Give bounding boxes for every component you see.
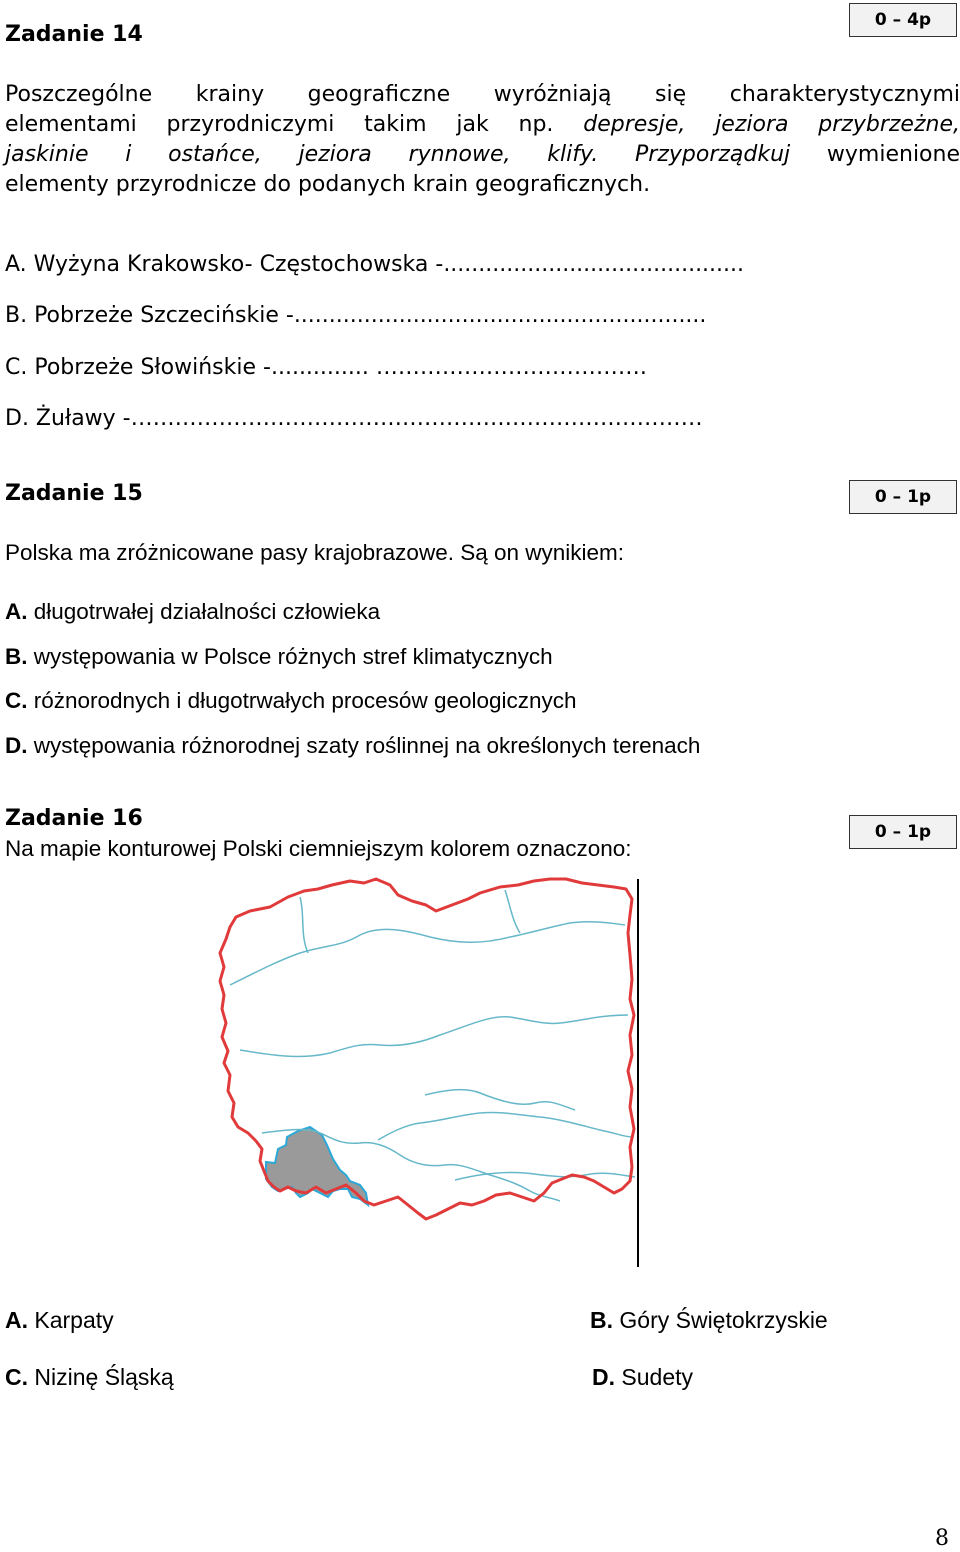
task15-option-c: C. różnorodnych i długotrwałych procesów geologicznych [5, 688, 577, 713]
page-number: 8 [935, 1526, 949, 1551]
task16-score-box: 0 – 1p [849, 815, 957, 849]
task15-title: Zadanie 15 [5, 481, 143, 506]
task14-title: Zadanie 14 [5, 22, 143, 47]
poland-contour-map [200, 875, 660, 1275]
task15-option-b: B. występowania w Polsce różnych stref klimatycznych [5, 644, 553, 669]
task14-line-5: elementy przyrodnicze do podanych krain geograficznych. [5, 172, 651, 197]
task15-score-box: 0 – 1p [849, 480, 957, 514]
highlighted-region [266, 1127, 368, 1205]
task14-option-d: D. Żuławy -…………………………………………………………………… [5, 406, 703, 431]
task15-question: Polska ma zróżnicowane pasy krajobrazowe. Są on wynikiem: [5, 540, 625, 565]
inner-boundary-7 [300, 897, 308, 953]
inner-boundary-5 [425, 1090, 575, 1110]
task14-line-3: jaskinie i ostańce, jeziora rynnowe, klify. Przyporządkuj wymienione [5, 142, 960, 167]
task14-paragraph [5, 80, 960, 200]
task16-question: Na mapie konturowej Polski ciemniejszym kolorem oznaczono: [5, 836, 632, 861]
task14-score-box: 0 – 4p [849, 3, 957, 37]
task14-option-a: A. Wyżyna Krakowsko- Częstochowska -........................................... [5, 252, 745, 277]
inner-boundary-2 [240, 1015, 628, 1056]
task14-line-1: Poszczególne krainy geograficzne wyróżniają się charakterystycznymi [5, 82, 960, 107]
task16-answer-b: B. Góry Świętokrzyskie [590, 1307, 828, 1333]
task16-answer-c: C. Nizinę Śląską [5, 1364, 174, 1390]
task15-option-d: D. występowania różnorodnej szaty roślinnej na określonych terenach [5, 733, 701, 758]
task14-option-c: C. Pobrzeże Słowińskie -.............. ………………………………. [5, 355, 647, 380]
inner-boundary-8 [505, 890, 520, 933]
task14-line-2: elementami przyrodniczymi takim jak np. depresje, jeziora przybrzeżne, [5, 112, 960, 137]
task15-option-a: A. długotrwałej działalności człowieka [5, 599, 381, 624]
task16-answer-a: A. Karpaty [5, 1307, 114, 1333]
task16-title: Zadanie 16 [5, 806, 143, 831]
task14-option-b: B. Pobrzeże Szczecińskie -........................................................... [5, 303, 707, 328]
inner-boundary-6 [455, 1172, 635, 1180]
inner-boundary-4 [378, 1112, 632, 1140]
inner-boundary-1 [230, 922, 625, 985]
task16-answer-d: D. Sudety [592, 1364, 693, 1390]
